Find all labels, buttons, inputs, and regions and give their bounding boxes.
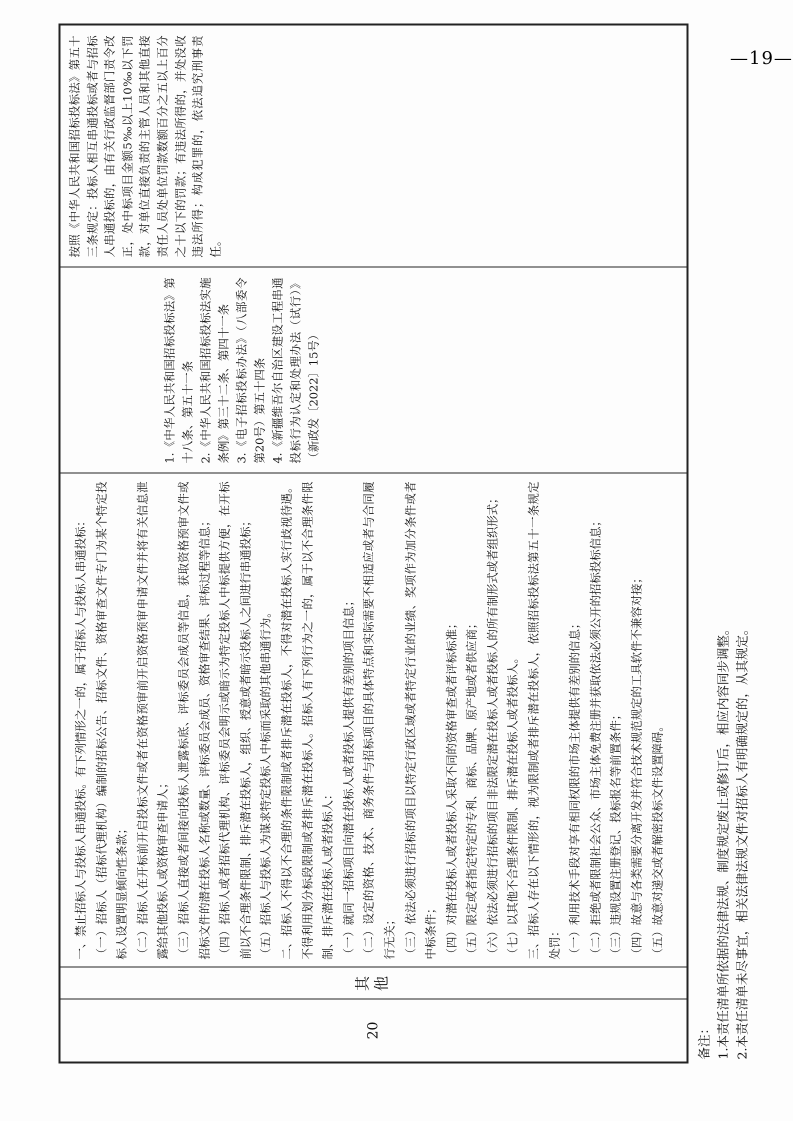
category-cell bbox=[60, 967, 686, 999]
content-paragraph: （四）对潜在投标人或者投标人采取不同的资格审查或者评标标准； bbox=[443, 617, 458, 959]
legal-basis-cell bbox=[60, 267, 686, 473]
content-paragraph: 三、招标人存在以下情形的，视为限制或者排斥潜在投标人，依照招标投标法第五十一条规定处罚： bbox=[526, 481, 561, 959]
row-number: 20 bbox=[365, 1021, 381, 1039]
content-cell bbox=[60, 473, 686, 967]
content-paragraph: （六）依法必须进行招标的项目非法限定潜在投标人或者投标人的所有制形式或者组织形式； bbox=[484, 491, 499, 959]
content-paragraph: （三）依法必须进行招标的项目以特定行政区域或者特定行业的业绩、奖项作为加分条件或者中标条件； bbox=[402, 481, 438, 959]
penalty-cell bbox=[60, 25, 686, 267]
responsibility-table bbox=[58, 23, 688, 1063]
note-item: 1.本责任清单所依据的法律法规、制度规定废止或修订后，相应内容同步调整。 bbox=[715, 622, 730, 1059]
note-item: 2.本责任清单未尽事宜，相关法律法规文件对招标人有明确规定的，从其规定。 bbox=[734, 622, 749, 1059]
content-paragraph: 二、招标人不得以不合理的条件限制或者排斥潜在投标人，不得对潜在投标人实行歧视待遇。不得利用划分标段限制或者排斥潜在投标人。招标人有下列行为之一的，属于以不合理条件限制、排斥潜在投标人或者投标人： bbox=[278, 481, 335, 959]
category-label: 其他 bbox=[354, 974, 392, 993]
content-paragraph: （五）故意对递交或者解密投标文件设置障碍。 bbox=[649, 719, 664, 959]
content-paragraph: （一）利用技术手段对享有相同权限的市场主体提供有差别的信息； bbox=[567, 617, 582, 959]
content-paragraph: （三）违规设置注册登记、投标报名等前置条件； bbox=[608, 708, 623, 959]
content-paragraph: 一、禁止招标人与投标人串通投标。有下列情形之一的，属于招标人与投标人串通投标： bbox=[73, 514, 87, 959]
content-paragraph: （一）就同一招标项目向潜在投标人或者投标人提供有差别的项目信息； bbox=[340, 594, 355, 959]
footnotes bbox=[694, 622, 751, 1059]
content-paragraph: （二）设定的资格、技术、商务条件与招标项目的具体特点和实际需要不相适应或者与合同履行无关； bbox=[361, 481, 396, 959]
row-number-cell bbox=[60, 999, 686, 1061]
basis-item: 4.《新疆维吾尔自治区建设工程串通投标行为认定和处理办法（试行）》（新政发〔2022〕15号） bbox=[270, 277, 320, 463]
basis-item: 2.《中华人民共和国招标投标法实施条例》第三十二条、第四十一条 bbox=[198, 277, 230, 463]
basis-item: 3.《电子招标投标办法》（八部委令第20号）第五十四条 bbox=[234, 277, 266, 463]
page-number: —19— bbox=[730, 48, 793, 69]
content-paragraph: （四）故意与各类需要分离开发并符合技术规范规定的工具软件不兼容对接； bbox=[629, 571, 644, 959]
content-paragraph: （二）招标人在开标前开启投标文件或者在资格预审前开启资格预审申请文件并将有关信息泄露给其他投标人或资格审查申请人； bbox=[134, 481, 170, 959]
content-paragraph: （五）招标人与投标人为谋求特定投标人中标而采取的其他串通行为。 bbox=[258, 605, 273, 959]
content-paragraph: （五）限定或者指定特定的专利、商标、品牌、原产地或者供应商； bbox=[464, 617, 479, 959]
content-paragraph: （四）招标人或者招标代理机构、评标委员会明示或暗示为特定投标人中标提供方便，在开标前以不合理条件限制、排斥潜在投标人，组织、授意或者暗示投标人之间进行串通投标； bbox=[217, 481, 252, 959]
content-paragraph: （三）招标人直接或者间接向投标人泄露标底、评标委员会成员等信息，获取资格预审文件或招标文件的潜在投标人名称或数量、评标委员会成员、资格审查结果、评标过程等信息； bbox=[175, 481, 211, 959]
basis-item: 1.《中华人民共和国招标投标法》第十八条、第五十一条 bbox=[162, 277, 194, 463]
notes-heading: 备注： bbox=[696, 1021, 711, 1059]
content-paragraph: （二）拒绝或者限制社会公众、市场主体免费注册并获取依法必须公开的招标投标信息； bbox=[587, 514, 602, 959]
content-paragraph: （一）招标人（招标代理机构）编制的招标公告、招标文件、资格审查文件专门为某个特定投标人设置明显倾向性条款； bbox=[93, 481, 129, 959]
content-paragraph: （七）以其他不合理条件限制、排斥潜在投标人或者投标人。 bbox=[505, 651, 520, 959]
penalty-text: 按照《中华人民共和国招标投标法》第五十三条规定：投标人相互串通投标或者与招标人串通投标的，由有关行政监督部门责令改正，处中标项目金额5‰以上10‰以下罚款，对单位直接负责的主管人员和其他直接责任人员处单位罚款数额百分之五以上百分之十以下的罚款；有违法所得的，并处没收违法所得；构成犯罪的，依法追究刑事责任。 bbox=[67, 35, 222, 257]
